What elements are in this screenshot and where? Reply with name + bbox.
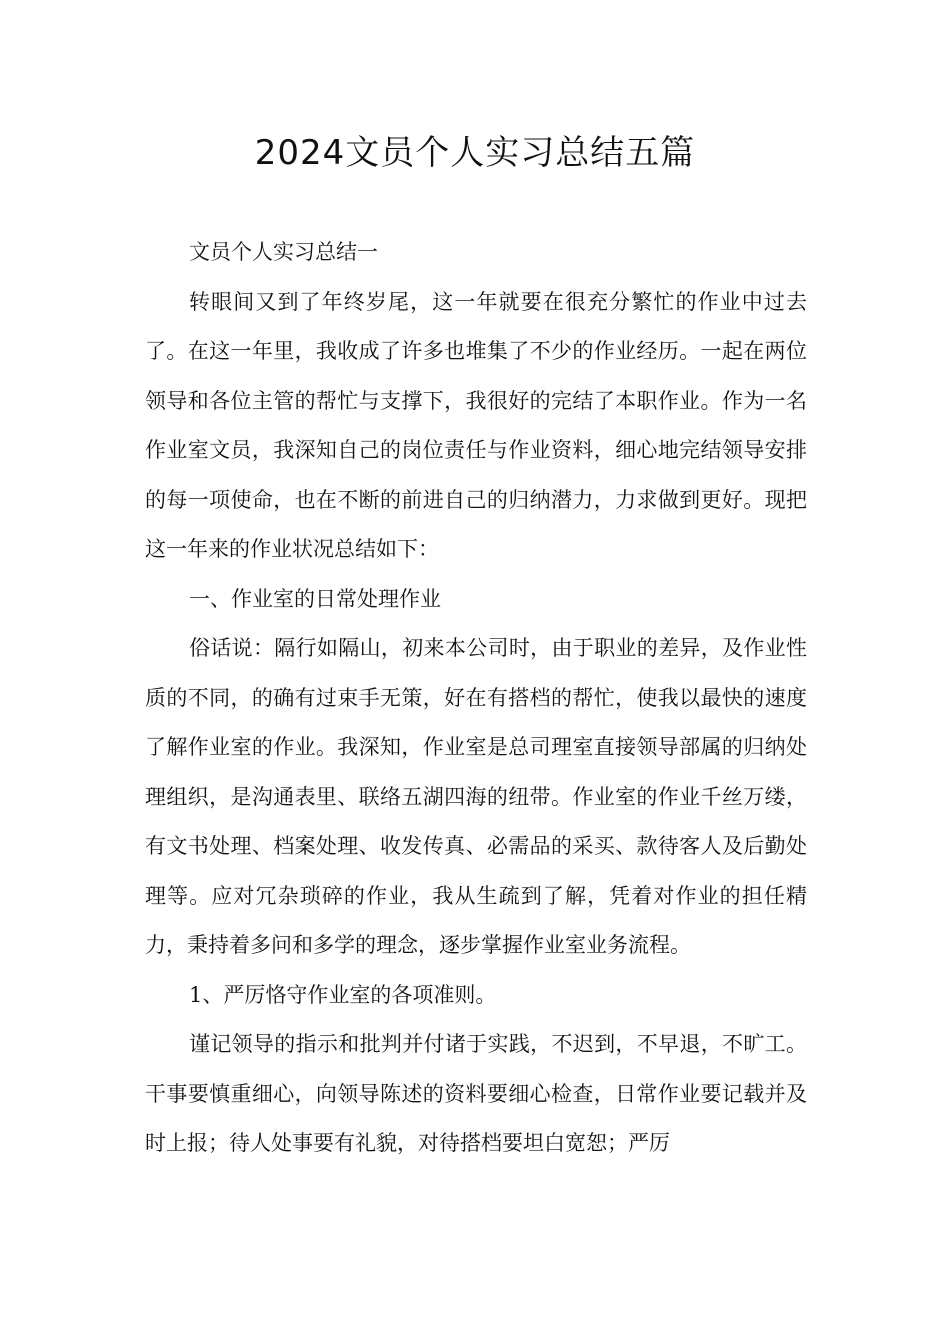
body-paragraph: 谨记领导的指示和批判并付诸于实践，不迟到，不早退，不旷工。干事要慎重细心，向领导陈述的资料要细心检查，日常作业要记载并及时上报；待人处事要有礼貌，对待搭档要坦白宽恕；严厉 — [145, 1032, 807, 1155]
document-body — [145, 228, 807, 1169]
section-heading: 一、作业室的日常处理作业 — [189, 586, 441, 611]
document-title: 2024文员个人实习总结五篇 — [254, 133, 696, 173]
body-paragraph: 俗话说：隔行如隔山，初来本公司时，由于职业的差异，及作业性质的不同，的确有过束手无策，好在有搭档的帮忙，使我以最快的速度了解作业室的作业。我深知，作业室是总司理室直接领导部属的归纳处理组织，是沟通表里、联络五湖四海的纽带。作业室的作业千丝万缕，有文书处理、档案处理、收发传真、必需品的采买、款待客人及后勤处理等。应对冗杂琐碎的作业，我从生疏到了解，凭着对作业的担任精力，秉持着多问和多学的理念，逐步掌握作业室业务流程。 — [145, 636, 807, 957]
section-heading: 1、严厉恪守作业室的各项准则。 — [189, 982, 497, 1007]
section-heading: 文员个人实习总结一 — [189, 240, 378, 264]
body-paragraph: 转眼间又到了年终岁尾，这一年就要在很充分繁忙的作业中过去了。在这一年里，我收成了许多也堆集了不少的作业经历。一起在两位领导和各位主管的帮忙与支撑下，我很好的完结了本职作业。作为一名作业室文员，我深知自己的岗位责任与作业资料，细心地完结领导安排的每一项使命，也在不断的前进自己的归纳潜力，力求做到更好。现把这一年来的作业状况总结如下： — [145, 289, 807, 561]
